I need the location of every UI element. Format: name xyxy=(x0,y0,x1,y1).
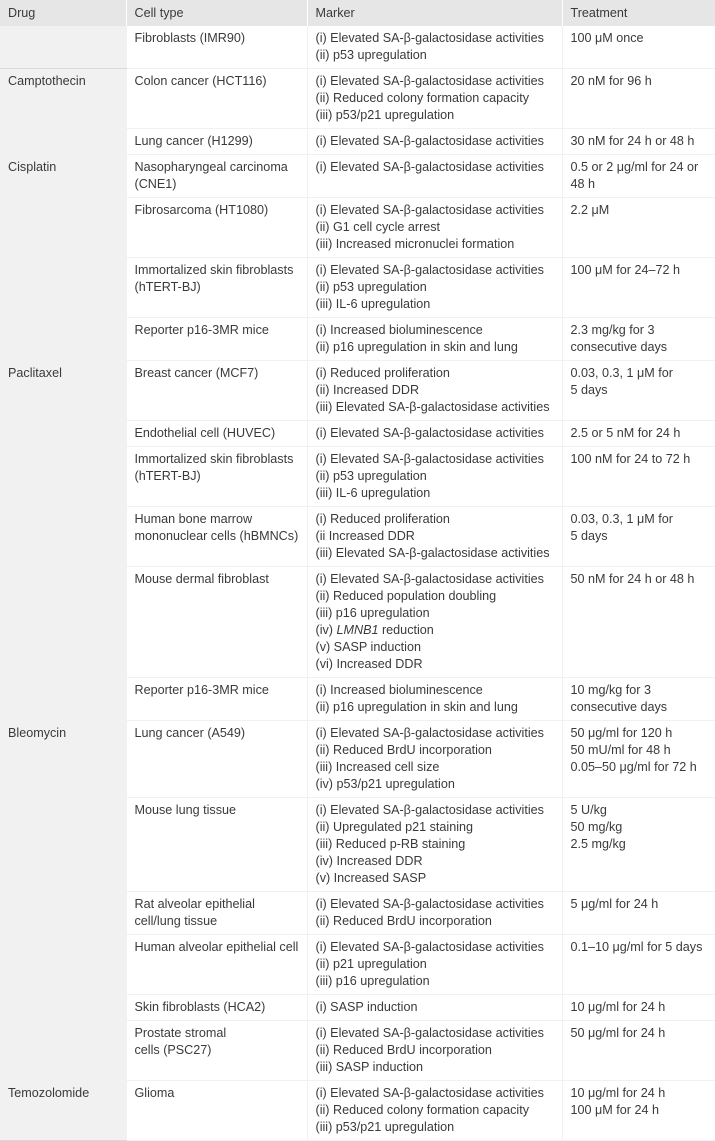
marker-line: (ii) p16 upregulation in skin and lung xyxy=(315,340,518,354)
treatment-line: 0.1–10 μg/ml for 5 days xyxy=(570,940,703,954)
cell-type-cell xyxy=(126,258,307,318)
marker-cell xyxy=(307,421,562,447)
marker-line: (iii) SASP induction xyxy=(315,1060,424,1074)
cell-type-line: (hTERT-BJ) xyxy=(134,469,201,483)
cell-type-cell xyxy=(126,69,307,129)
treatment-line: 100 nM for 24 to 72 h xyxy=(570,452,691,466)
cell-type-line: cell/lung tissue xyxy=(134,914,218,928)
cell-type-cell xyxy=(126,798,307,892)
marker-line: (ii) G1 cell cycle arrest xyxy=(315,220,441,234)
marker-line: (iii) p16 upregulation xyxy=(315,606,430,620)
treatment-line: 100 μM for 24 h xyxy=(570,1103,659,1117)
marker-cell xyxy=(307,995,562,1021)
marker-line: (ii) p53 upregulation xyxy=(315,280,427,294)
marker-cell xyxy=(307,155,562,198)
marker-line: (i) Elevated SA-β-galactosidase activities xyxy=(315,31,544,45)
marker-line: (ii) Reduced BrdU incorporation xyxy=(315,1043,492,1057)
treatment-line: 50 mg/kg xyxy=(570,820,623,834)
header-row xyxy=(0,0,715,26)
header-drug: Drug xyxy=(0,0,126,26)
treatment-cell xyxy=(562,721,715,798)
cell-type-cell xyxy=(126,447,307,507)
drug-cell: Camptothecin xyxy=(0,69,126,155)
drug-cell: Paclitaxel xyxy=(0,361,126,721)
treatment-cell xyxy=(562,26,715,69)
header-cell-type: Cell type xyxy=(126,0,307,26)
cell-type-line: cells (PSC27) xyxy=(134,1043,212,1057)
marker-line: (v) SASP induction xyxy=(315,640,421,654)
marker-line: (iv) Increased DDR xyxy=(315,854,423,868)
marker-line: (i) Increased bioluminescence xyxy=(315,323,483,337)
cell-type-cell xyxy=(126,1081,307,1141)
marker-cell xyxy=(307,258,562,318)
cell-type-cell xyxy=(126,129,307,155)
treatment-cell xyxy=(562,1081,715,1141)
treatment-line: 100 μM for 24–72 h xyxy=(570,263,680,277)
marker-cell xyxy=(307,721,562,798)
drug-cell: Bleomycin xyxy=(0,721,126,1081)
cell-type-cell xyxy=(126,1021,307,1081)
treatment-line: 2.3 mg/kg for 3 xyxy=(570,323,655,337)
marker-cell xyxy=(307,318,562,361)
marker-line: (iii) p16 upregulation xyxy=(315,974,430,988)
treatment-line: 50 nM for 24 h or 48 h xyxy=(570,572,695,586)
treatment-cell xyxy=(562,507,715,567)
treatment-cell xyxy=(562,892,715,935)
treatment-cell xyxy=(562,678,715,721)
marker-line: (iii) Increased cell size xyxy=(315,760,440,774)
treatment-line: 20 nM for 96 h xyxy=(570,74,652,88)
cell-type-line: Glioma xyxy=(134,1086,175,1100)
cell-type-line: mononuclear cells (hBMNCs) xyxy=(134,529,299,543)
cell-type-line: Endothelial cell (HUVEC) xyxy=(134,426,276,440)
drug-cell xyxy=(0,26,126,69)
marker-line: (iii) IL-6 upregulation xyxy=(315,297,431,311)
treatment-line: 10 mg/kg for 3 xyxy=(570,683,652,697)
treatment-line: 5 μg/ml for 24 h xyxy=(570,897,659,911)
cell-type-cell xyxy=(126,421,307,447)
treatment-line: 10 μg/ml for 24 h xyxy=(570,1086,666,1100)
treatment-line: 30 nM for 24 h or 48 h xyxy=(570,134,695,148)
marker-line: (i) Elevated SA-β-galactosidase activities xyxy=(315,160,544,174)
marker-line: (iv) p53/p21 upregulation xyxy=(315,777,455,791)
header-marker: Marker xyxy=(307,0,562,26)
marker-line: (i) Elevated SA-β-galactosidase activities xyxy=(315,74,544,88)
cell-type-line: Immortalized skin fibroblasts xyxy=(134,263,294,277)
cell-type-line: Human bone marrow xyxy=(134,512,253,526)
marker-line: (ii) Upregulated p21 staining xyxy=(315,820,474,834)
marker-cell xyxy=(307,129,562,155)
treatment-cell xyxy=(562,69,715,129)
marker-cell xyxy=(307,935,562,995)
marker-cell xyxy=(307,1081,562,1141)
header-treatment: Treatment xyxy=(562,0,715,26)
treatment-cell xyxy=(562,318,715,361)
treatment-line: 2.5 mg/kg xyxy=(570,837,626,851)
cell-type-line: Colon cancer (HCT116) xyxy=(134,74,267,88)
marker-line: (vi) Increased DDR xyxy=(315,657,423,671)
marker-line: (v) Increased SASP xyxy=(315,871,427,885)
treatment-cell xyxy=(562,567,715,678)
marker-line: (i) Elevated SA-β-galactosidase activities xyxy=(315,940,544,954)
drug-cell: Cisplatin xyxy=(0,155,126,361)
cell-type-line: Human alveolar epithelial cell xyxy=(134,940,299,954)
marker-cell xyxy=(307,69,562,129)
marker-cell xyxy=(307,678,562,721)
treatment-cell xyxy=(562,258,715,318)
marker-line: (iii) Increased micronuclei formation xyxy=(315,237,515,251)
treatment-cell xyxy=(562,935,715,995)
marker-cell xyxy=(307,1021,562,1081)
marker-line: (i) Elevated SA-β-galactosidase activities xyxy=(315,452,544,466)
treatment-cell xyxy=(562,198,715,258)
marker-cell xyxy=(307,198,562,258)
table-row xyxy=(0,155,715,198)
marker-cell xyxy=(307,798,562,892)
marker-line: (i) Elevated SA-β-galactosidase activities xyxy=(315,203,544,217)
table-row xyxy=(0,1081,715,1141)
table-row xyxy=(0,721,715,798)
marker-line: (i) Elevated SA-β-galactosidase activities xyxy=(315,572,544,586)
marker-line: (i) Elevated SA-β-galactosidase activities xyxy=(315,803,544,817)
marker-line: (ii) p16 upregulation in skin and lung xyxy=(315,700,518,714)
marker-line: (ii) Reduced BrdU incorporation xyxy=(315,743,492,757)
marker-line: (i) Reduced proliferation xyxy=(315,512,450,526)
marker-line: (ii) p21 upregulation xyxy=(315,957,427,971)
marker-line: (ii) Reduced colony formation capacity xyxy=(315,91,529,105)
treatment-line: 50 μg/ml for 24 h xyxy=(570,1026,666,1040)
cell-type-line: Immortalized skin fibroblasts xyxy=(134,452,294,466)
marker-cell xyxy=(307,361,562,421)
cell-type-cell xyxy=(126,318,307,361)
marker-line: (i) Increased bioluminescence xyxy=(315,683,483,697)
marker-line: (i) Reduced proliferation xyxy=(315,366,450,380)
cell-type-line: Prostate stromal xyxy=(134,1026,227,1040)
marker-line: (ii Increased DDR xyxy=(315,529,415,543)
gene-symbol: LMNB1 xyxy=(336,623,379,637)
marker-line: (ii) Reduced BrdU incorporation xyxy=(315,914,492,928)
marker-line: (iii) Reduced p-RB staining xyxy=(315,837,466,851)
table-body xyxy=(0,26,715,1141)
treatment-line: 0.03, 0.3, 1 μM for xyxy=(570,512,673,526)
table-row xyxy=(0,26,715,69)
treatment-line: 2.5 or 5 nM for 24 h xyxy=(570,426,681,440)
marker-cell xyxy=(307,447,562,507)
cell-type-cell xyxy=(126,26,307,69)
marker-line: (i) Elevated SA-β-galactosidase activities xyxy=(315,426,544,440)
cell-type-line: (CNE1) xyxy=(134,177,177,191)
cell-type-line: Reporter p16-3MR mice xyxy=(134,323,269,337)
marker-line: (iii) p53/p21 upregulation xyxy=(315,108,455,122)
treatment-line: 0.05–50 μg/ml for 72 h xyxy=(570,760,697,774)
marker-cell xyxy=(307,567,562,678)
treatment-line: 5 days xyxy=(570,529,608,543)
marker-line: (ii) p53 upregulation xyxy=(315,48,427,62)
cell-type-line: Nasopharyngeal carcinoma xyxy=(134,160,288,174)
treatment-cell xyxy=(562,361,715,421)
drug-cell: Temozolomide xyxy=(0,1081,126,1141)
treatment-cell xyxy=(562,129,715,155)
treatment-line: 5 days xyxy=(570,383,608,397)
cell-type-line: Lung cancer (A549) xyxy=(134,726,246,740)
cell-type-cell xyxy=(126,361,307,421)
cell-type-cell xyxy=(126,721,307,798)
cell-type-line: Fibroblasts (IMR90) xyxy=(134,31,246,45)
treatment-cell xyxy=(562,798,715,892)
marker-line: (i) Elevated SA-β-galactosidase activities xyxy=(315,897,544,911)
treatment-line: 48 h xyxy=(570,177,596,191)
marker-line: (i) Elevated SA-β-galactosidase activities xyxy=(315,1086,544,1100)
cell-type-line: Rat alveolar epithelial xyxy=(134,897,255,911)
cell-type-cell xyxy=(126,567,307,678)
marker-line: (i) Elevated SA-β-galactosidase activities xyxy=(315,263,544,277)
marker-line: (ii) p53 upregulation xyxy=(315,469,427,483)
marker-line: (iii) p53/p21 upregulation xyxy=(315,1120,455,1134)
treatment-line: consecutive days xyxy=(570,340,668,354)
treatment-cell xyxy=(562,155,715,198)
cell-type-cell xyxy=(126,995,307,1021)
marker-cell xyxy=(307,892,562,935)
cell-type-cell xyxy=(126,935,307,995)
cell-type-line: Skin fibroblasts (HCA2) xyxy=(134,1000,266,1014)
treatment-cell xyxy=(562,447,715,507)
table-row xyxy=(0,361,715,421)
treatment-cell xyxy=(562,995,715,1021)
table-row xyxy=(0,69,715,129)
cell-type-line: Mouse dermal fibroblast xyxy=(134,572,269,586)
marker-line: (ii) Reduced population doubling xyxy=(315,589,497,603)
marker-line: (iii) Elevated SA-β-galactosidase activities xyxy=(315,546,550,560)
cell-type-line: Breast cancer (MCF7) xyxy=(134,366,259,380)
marker-line: (ii) Reduced colony formation capacity xyxy=(315,1103,529,1117)
cell-type-cell xyxy=(126,892,307,935)
cell-type-line: Lung cancer (H1299) xyxy=(134,134,253,148)
cell-type-cell xyxy=(126,507,307,567)
cell-type-line: (hTERT-BJ) xyxy=(134,280,201,294)
treatment-line: 50 μg/ml for 120 h xyxy=(570,726,673,740)
table-header xyxy=(0,0,715,26)
cell-type-cell xyxy=(126,198,307,258)
treatment-line: 5 U/kg xyxy=(570,803,607,817)
treatment-cell xyxy=(562,421,715,447)
marker-cell xyxy=(307,26,562,69)
marker-line: (iii) IL-6 upregulation xyxy=(315,486,431,500)
marker-line: (i) Elevated SA-β-galactosidase activities xyxy=(315,134,544,148)
marker-cell xyxy=(307,507,562,567)
marker-line: (i) Elevated SA-β-galactosidase activities xyxy=(315,726,544,740)
marker-line: (i) Elevated SA-β-galactosidase activities xyxy=(315,1026,544,1040)
cell-type-cell xyxy=(126,678,307,721)
treatment-line: 10 μg/ml for 24 h xyxy=(570,1000,666,1014)
cell-type-line: Fibrosarcoma (HT1080) xyxy=(134,203,269,217)
cell-type-line: Reporter p16-3MR mice xyxy=(134,683,269,697)
marker-line: (iv) LMNB1 reduction xyxy=(315,623,434,637)
treatment-line: consecutive days xyxy=(570,700,668,714)
treatment-line: 0.03, 0.3, 1 μM for xyxy=(570,366,673,380)
treatment-line: 100 μM once xyxy=(570,31,644,45)
treatment-line: 0.5 or 2 μg/ml for 24 or xyxy=(570,160,699,174)
marker-line: (iii) Elevated SA-β-galactosidase activities xyxy=(315,400,550,414)
treatment-line: 50 mU/ml for 48 h xyxy=(570,743,671,757)
treatment-cell xyxy=(562,1021,715,1081)
treatment-line: 2.2 μM xyxy=(570,203,610,217)
cell-type-cell xyxy=(126,155,307,198)
marker-line: (i) SASP induction xyxy=(315,1000,418,1014)
marker-line: (ii) Increased DDR xyxy=(315,383,420,397)
cell-type-line: Mouse lung tissue xyxy=(134,803,237,817)
